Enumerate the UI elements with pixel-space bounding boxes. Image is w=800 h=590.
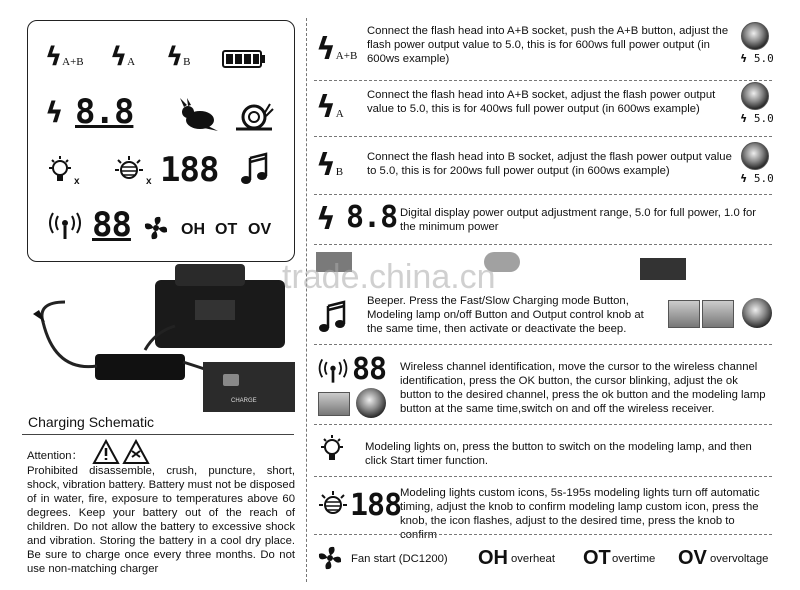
- lcd-power-display: 8.8: [75, 92, 134, 132]
- row-wireless-icon: [316, 358, 350, 384]
- watermark: trade.china.cn: [282, 258, 496, 296]
- divider: [314, 136, 772, 137]
- divider: [314, 344, 772, 345]
- music-note-icon: [240, 152, 272, 186]
- row-digital-bolt-icon: ϟ: [316, 202, 336, 237]
- row-b-text: Connect the flash head into B socket, adjust the flash power output value to 5.0, this is for 200ws full power output (in 600ws example): [367, 151, 732, 177]
- legend-fan-text: Fan start (DC1200): [351, 553, 448, 565]
- custom-lamp-x-label: x: [146, 176, 152, 187]
- legend-fan-icon: [316, 544, 344, 572]
- divider: [314, 534, 772, 535]
- row-wireless-text: Wireless channel identification, move the cursor to the wireless channel identification, press the OK button, the cursor blinking, adjust the ok button to the desired channel, press the ok button and the modeling lamp button at the same time,switch on and off the wireless receiver.: [400, 361, 766, 415]
- rabbit-icon: [178, 98, 220, 132]
- row-custom-display: 188: [350, 488, 402, 523]
- charging-title: Charging Schematic: [28, 414, 155, 430]
- row-a-sub: A: [335, 108, 344, 120]
- snail-icon: [234, 100, 274, 132]
- beeper-button-photo-1: [668, 300, 700, 328]
- row-a-display: ϟ 5.0: [740, 112, 774, 125]
- battery-icon: [222, 50, 266, 68]
- row-beeper-text: Beeper. Press the Fast/Slow Charging mode Button, Modeling lamp on/off Button and Output control knob at the same time, then activate or deactivate the beep.: [367, 295, 644, 335]
- bolt-a-sub: A: [127, 56, 136, 68]
- column-divider: [306, 18, 307, 582]
- bolt-ab-icon: ϟA+B: [45, 42, 84, 72]
- lamp-x-label: x: [74, 176, 80, 187]
- row-a-bolt-icon: ϟA: [316, 90, 344, 125]
- row-ab-sub: A+B: [335, 50, 358, 62]
- row-modeling-lamp-icon: [318, 434, 348, 466]
- legend-oh-text: overheat: [511, 553, 555, 565]
- bolt-b-sub: B: [183, 56, 191, 68]
- fan-icon: [142, 214, 170, 242]
- divider: [314, 194, 772, 195]
- bolt-b-icon: ϟB: [166, 42, 191, 72]
- bolt-power-icon: ϟ: [45, 96, 64, 129]
- divider: [314, 80, 772, 81]
- attention-label: Attention：: [27, 450, 83, 462]
- legend-ot-text: overtime: [612, 553, 656, 565]
- attention-text: Prohibited disassemble, crush, puncture, short, shock, vibration battery. Battery must not be disposed of in water, fire, exposure to temperatures above 60 degrees. Keep your battery out of the reach of children. Do not allow the battery to excessive shock and vibration. Storing the battery in a cool dry place. Be sure to charge once every three months. Do not use non-matching charger: [27, 465, 295, 575]
- row-a-display-value: 5.0: [753, 112, 774, 125]
- lcd-channel-display: 88: [92, 205, 131, 245]
- row-digital-text: Digital display power output adjustment range, 5.0 for full power, 1.0 for the minimum power: [400, 207, 757, 233]
- divider: [314, 424, 772, 425]
- row-b-display: ϟ 5.0: [740, 172, 774, 185]
- row-custom-lamp-icon: [316, 490, 350, 522]
- row-ab-knob-photo: [741, 22, 769, 50]
- charge-socket-label: CHARGE: [231, 398, 257, 404]
- wireless-button-photo: [318, 392, 350, 416]
- row-ab-display-value: 5.0: [753, 52, 774, 65]
- lcd-oh-label: OH: [181, 221, 205, 238]
- row-b-sub: B: [335, 166, 344, 178]
- charging-schematic-image: [25, 262, 295, 412]
- bolt-a-icon: ϟA: [110, 42, 136, 72]
- beeper-note-icon: [318, 300, 350, 334]
- legend-ov-text: overvoltage: [710, 553, 769, 565]
- bolt-ab-sub: A+B: [62, 56, 84, 68]
- divider: [314, 244, 772, 245]
- divider: [22, 434, 294, 435]
- wireless-icon: [46, 212, 84, 240]
- legend-oh-label: OH: [478, 547, 508, 569]
- legend-ot-label: OT: [583, 547, 611, 569]
- lcd-ov-label: OV: [248, 221, 272, 238]
- obscured-photo: [640, 258, 686, 280]
- row-modeling-text: Modeling lights on, press the button to switch on the modeling lamp, and then click Start timer function.: [365, 441, 752, 467]
- custom-lamp-icon: [112, 155, 146, 187]
- row-wireless-display: 88: [352, 352, 387, 387]
- row-digital-display: 8.8: [346, 200, 398, 235]
- row-a-text: Connect the flash head into A+B socket, adjust the flash power output value to 5.0, this is for 400ws full power output (in 600ws example): [367, 89, 716, 115]
- row-ab-bolt-icon: ϟA+B: [316, 32, 358, 67]
- divider: [314, 476, 772, 477]
- legend-ov-label: OV: [678, 547, 707, 569]
- row-ab-text: Connect the flash head into A+B socket, push the A+B button, adjust the flash power output value to 5.0, this is for 600ws full power output (in 600ws example): [367, 25, 729, 65]
- row-custom-text: Modeling lights custom icons, 5s-195s modeling lights turn off automatic timing, adjust the knob to confirm modeling lamp custom icon, press the knob, the icon flashes, adjust to the desired time, press the knob to confirm: [400, 487, 760, 541]
- warning-icons: [92, 439, 150, 465]
- row-b-display-value: 5.0: [753, 172, 774, 185]
- row-a-knob-photo: [741, 82, 769, 110]
- wireless-knob-photo: [356, 388, 386, 418]
- lcd-time-display: 188: [160, 150, 219, 190]
- row-b-knob-photo: [741, 142, 769, 170]
- row-b-bolt-icon: ϟB: [316, 148, 344, 183]
- lcd-ot-label: OT: [215, 221, 238, 238]
- modeling-lamp-icon: [46, 155, 76, 187]
- beeper-button-photo-2: [702, 300, 734, 328]
- beeper-knob-photo: [742, 298, 772, 328]
- row-ab-display: ϟ 5.0: [740, 52, 774, 65]
